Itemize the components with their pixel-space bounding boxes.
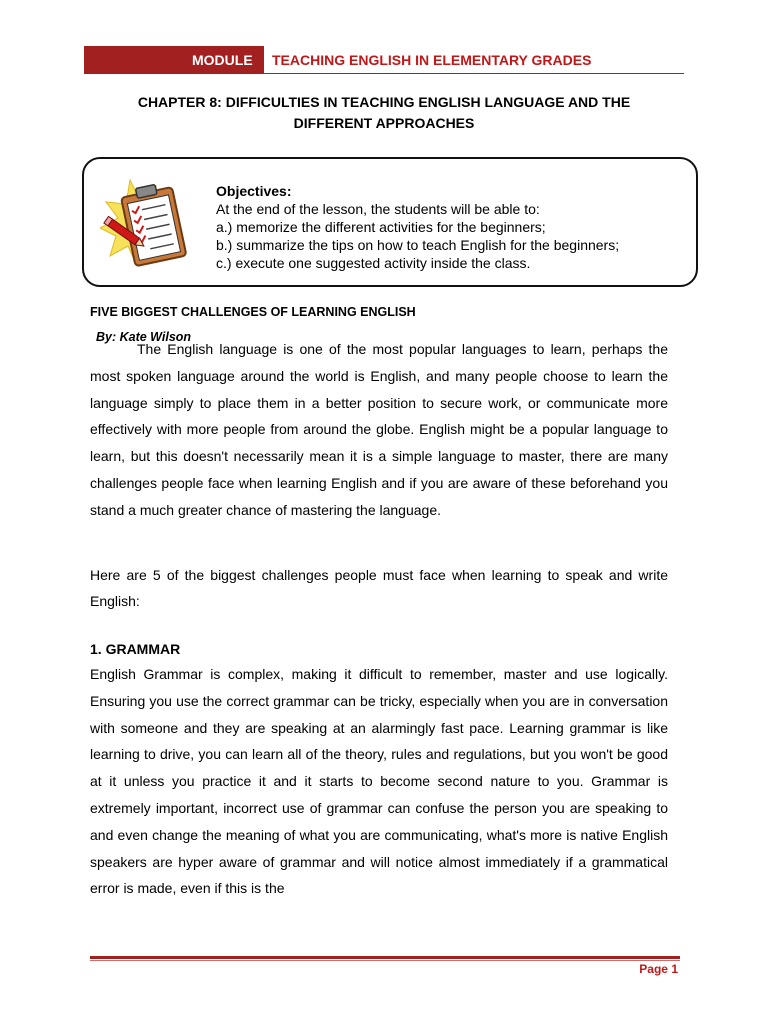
- clipboard-checklist-icon: [100, 172, 196, 276]
- header-rule: [84, 73, 684, 74]
- article-author: By: Kate Wilson: [96, 330, 192, 344]
- objectives-text: [216, 182, 619, 272]
- paragraph-grammar: English Grammar is complex, making it difficult to remember, master and use logically. Ensuring you use the correct grammar can be tricky, especially when you are in conversation with someone and they are speaking at an alarmingly fast pace. Learning grammar is like learning to drive, you can learn all of the theory, rules and regulations, but you won't be good at it unless you practice it and it starts to become second nature to you. Grammar is extremely important, incorrect use of grammar can confuse the person you are speaking to and even change the meaning of what you are communicating, what's more is native English speakers are hyper aware of grammar and will notice almost immediately if a grammatical error is made, even if this is the: [90, 666, 668, 897]
- objectives-heading: Objectives:: [216, 183, 292, 199]
- paragraph-intro: The English language is one of the most popular languages to learn, perhaps the most spoken language around the world is English, and many people choose to learn the language simply to place them in a better position to secure work, or communicate more effectively with more people from around the globe. English might be a popular language to learn, but this doesn't necessarily mean it is a simple language to master, there are many challenges people face when learning English and if you are aware of these beforehand you stand a much greater chance of mastering the language.: [90, 341, 668, 518]
- article-title: FIVE BIGGEST CHALLENGES OF LEARNING ENGLISH: [90, 305, 416, 319]
- objectives-intro: At the end of the lesson, the students will be able to:: [216, 201, 540, 217]
- objective-item: c.) execute one suggested activity inside the class.: [216, 255, 531, 271]
- chapter-title-line1: CHAPTER 8: DIFFICULTIES IN TEACHING ENGLISH LANGUAGE AND THE: [137, 94, 631, 110]
- chapter-title-line2: DIFFERENT APPROACHES: [293, 115, 475, 131]
- chapter-title: [96, 92, 672, 134]
- module-label: MODULE: [192, 52, 253, 68]
- page-number: Page 1: [639, 962, 678, 976]
- footer-rule: [90, 956, 680, 959]
- objective-item: a.) memorize the different activities for the beginners;: [216, 219, 546, 235]
- section-heading-grammar: 1. GRAMMAR: [90, 641, 181, 657]
- footer-rule-thin: [90, 960, 680, 961]
- header-separator: [264, 46, 267, 74]
- objective-item: b.) summarize the tips on how to teach English for the beginners;: [216, 237, 620, 253]
- module-title: TEACHING ENGLISH IN ELEMENTARY GRADES: [272, 52, 592, 68]
- module-header: [84, 46, 684, 74]
- paragraph-challenges-intro: Here are 5 of the biggest challenges people must face when learning to speak and write English:: [90, 567, 668, 609]
